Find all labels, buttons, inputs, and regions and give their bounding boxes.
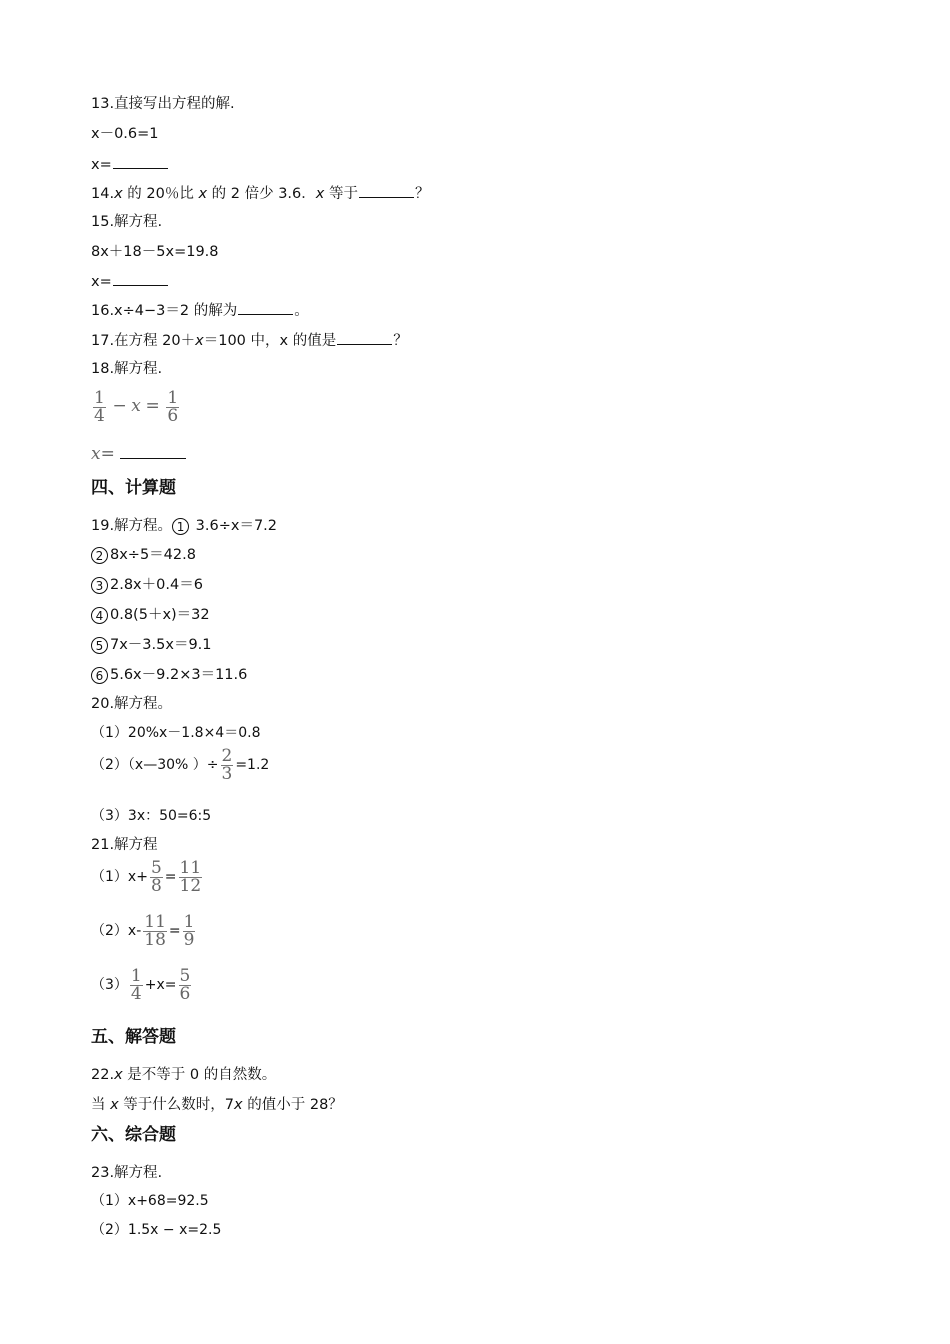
q20-item: （3）3x：50=6:5 bbox=[91, 808, 212, 824]
fraction-denominator: 12 bbox=[179, 875, 202, 896]
fraction-numerator: 1 bbox=[130, 965, 142, 986]
q23-item: （2）1.5x − x=2.5 bbox=[91, 1222, 222, 1238]
section-heading: 五、解答题 bbox=[91, 1027, 176, 1047]
q13-answer bbox=[91, 154, 169, 175]
fraction-numerator: 1 bbox=[183, 911, 195, 932]
fraction-numerator: 5 bbox=[150, 857, 162, 878]
fraction bbox=[166, 387, 179, 426]
fraction-numerator: 1 bbox=[167, 387, 179, 408]
fraction bbox=[93, 387, 106, 426]
q18-answer-var: x bbox=[91, 444, 101, 464]
fraction bbox=[150, 857, 163, 896]
q20-item-text: （2）（x—30% ）÷ bbox=[91, 757, 219, 773]
fraction-numerator: 11 bbox=[144, 911, 166, 932]
fraction-denominator: 9 bbox=[183, 929, 195, 950]
fraction-numerator: 2 bbox=[221, 745, 233, 766]
q19-item: 2.8x＋0.4＝6 bbox=[110, 577, 203, 593]
q22-line bbox=[91, 1065, 276, 1085]
q22-line bbox=[91, 1095, 343, 1115]
q14-question bbox=[91, 183, 429, 204]
q15-answer bbox=[91, 271, 169, 292]
fraction-numerator: 1 bbox=[94, 387, 105, 408]
q20-item-text: =1.2 bbox=[235, 757, 270, 773]
fraction-denominator: 3 bbox=[221, 763, 233, 784]
q19-title-line bbox=[91, 516, 277, 536]
q14-end: ？ bbox=[414, 186, 430, 202]
q13-title: 13.直接写出方程的解. bbox=[91, 96, 235, 112]
q17-text: 17.在方程 20＋ bbox=[91, 333, 196, 349]
q19-item-line bbox=[91, 665, 247, 685]
q17-var: x bbox=[195, 333, 204, 349]
q21-item bbox=[91, 966, 193, 1004]
circled-number: 2 bbox=[91, 547, 108, 564]
q17-end: ？ bbox=[393, 333, 408, 349]
q14-answer-blank[interactable] bbox=[359, 183, 414, 198]
q22-text: 当 bbox=[91, 1097, 111, 1113]
q19-item-line bbox=[91, 575, 203, 595]
fraction bbox=[179, 857, 203, 896]
q21-item bbox=[91, 858, 204, 896]
q22-number: 22. bbox=[91, 1067, 115, 1083]
q14-text: 的 20％比 bbox=[122, 186, 199, 202]
q13-answer-blank[interactable] bbox=[113, 154, 168, 169]
q17-answer-blank[interactable] bbox=[337, 330, 392, 345]
q18-answer bbox=[91, 444, 187, 465]
q22-text: 是不等于 0 的自然数。 bbox=[122, 1067, 277, 1083]
fraction-numerator: 5 bbox=[179, 965, 191, 986]
q19-item: 8x÷5＝42.8 bbox=[110, 547, 196, 563]
q19-item-line bbox=[91, 605, 210, 625]
q14-var: x bbox=[114, 186, 123, 202]
section-heading: 四、计算题 bbox=[91, 478, 176, 498]
q14-text: 的 2 倍少 3.6． bbox=[207, 186, 316, 202]
q15-title: 15.解方程. bbox=[91, 214, 163, 230]
equals-sign: = bbox=[145, 396, 160, 416]
q21-title: 21.解方程 bbox=[91, 837, 158, 853]
q22-var: x bbox=[110, 1097, 119, 1113]
q19-item: 5.6x－9.2×3＝11.6 bbox=[110, 667, 248, 683]
q22-text: 等于什么数时，7 bbox=[118, 1097, 235, 1113]
fraction-denominator: 4 bbox=[130, 983, 142, 1004]
q22-var: x bbox=[114, 1067, 123, 1083]
q14-var: x bbox=[198, 186, 208, 202]
fraction-numerator: 11 bbox=[179, 857, 202, 878]
q21-item-text: （3） bbox=[91, 977, 128, 993]
circled-number: 4 bbox=[91, 607, 108, 624]
q20-item: （1）20%x－1.8×4＝0.8 bbox=[91, 725, 261, 741]
q16-end: 。 bbox=[294, 303, 309, 319]
circled-number: 3 bbox=[91, 577, 108, 594]
q22-var: x bbox=[234, 1097, 243, 1113]
minus-sign: − bbox=[112, 396, 127, 416]
q16-answer-blank[interactable] bbox=[238, 300, 293, 315]
q19-item: 0.8(5＋x)＝32 bbox=[110, 607, 210, 623]
q14-var: x bbox=[315, 186, 325, 202]
fraction-denominator: 8 bbox=[150, 875, 162, 896]
fraction bbox=[130, 965, 143, 1004]
fraction-denominator: 6 bbox=[179, 983, 191, 1004]
fraction bbox=[143, 911, 167, 950]
q23-title: 23.解方程. bbox=[91, 1165, 163, 1181]
equals-sign: = bbox=[100, 444, 115, 464]
q15-answer-label: x= bbox=[91, 274, 112, 290]
q16-text: 16.x÷4−3＝2 的解为 bbox=[91, 303, 238, 319]
q16-question bbox=[91, 300, 309, 321]
q23-item: （1）x+68=92.5 bbox=[91, 1193, 209, 1209]
q19-item-line bbox=[91, 635, 212, 655]
q21-item-text: （1）x+ bbox=[91, 869, 148, 885]
q15-answer-blank[interactable] bbox=[113, 271, 168, 286]
q18-answer-blank[interactable] bbox=[120, 444, 186, 459]
q18-var: x bbox=[131, 396, 141, 416]
section-heading: 六、综合题 bbox=[91, 1125, 176, 1145]
q13-answer-label: x= bbox=[91, 157, 112, 173]
q20-item bbox=[91, 746, 269, 784]
q17-question bbox=[91, 330, 408, 351]
circled-number: 5 bbox=[91, 637, 108, 654]
circled-number: 6 bbox=[91, 667, 108, 684]
fraction-denominator: 18 bbox=[144, 929, 166, 950]
q17-text: ＝100 中，x 的值是 bbox=[203, 333, 337, 349]
q21-item-text: （2）x- bbox=[91, 923, 142, 939]
q13-equation: x－0.6=1 bbox=[91, 126, 159, 142]
fraction bbox=[221, 745, 234, 784]
q21-item bbox=[91, 912, 197, 950]
q15-equation: 8x＋18－5x=19.8 bbox=[91, 244, 219, 260]
q18-title: 18.解方程. bbox=[91, 361, 163, 377]
q18-equation bbox=[91, 388, 181, 425]
fraction bbox=[179, 965, 192, 1004]
q20-title: 20.解方程。 bbox=[91, 696, 173, 712]
fraction bbox=[183, 911, 196, 950]
q14-text: 等于 bbox=[324, 186, 358, 202]
fraction-denominator: 6 bbox=[167, 405, 179, 426]
q21-item-text: +x= bbox=[144, 977, 177, 993]
q19-item: 3.6÷x＝7.2 bbox=[191, 518, 278, 534]
equals-sign: = bbox=[168, 923, 181, 939]
equals-sign: = bbox=[164, 869, 177, 885]
q19-item-line bbox=[91, 545, 196, 565]
fraction-denominator: 4 bbox=[94, 405, 105, 426]
q19-title: 19.解方程。 bbox=[91, 518, 173, 534]
q19-item: 7x－3.5x＝9.1 bbox=[110, 637, 212, 653]
q14-number: 14. bbox=[91, 186, 115, 202]
q22-text: 的值小于 28？ bbox=[242, 1097, 343, 1113]
circled-number: 1 bbox=[172, 518, 189, 535]
